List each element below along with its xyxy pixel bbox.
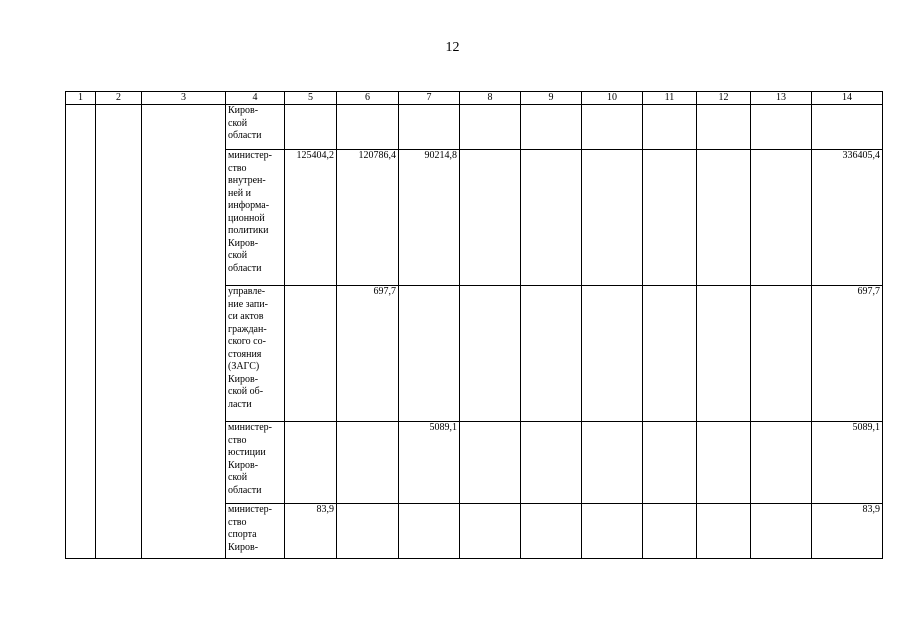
value-cell-total <box>812 105 883 150</box>
value-cell-col8 <box>460 422 521 504</box>
value-cell-col13 <box>751 504 812 559</box>
value-cell-col13 <box>751 150 812 286</box>
cell-col3 <box>142 105 226 559</box>
value-cell-col6 <box>337 504 399 559</box>
value-cell-col10 <box>582 150 643 286</box>
value-cell-col8 <box>460 105 521 150</box>
value-cell-total: 336405,4 <box>812 150 883 286</box>
column-header: 12 <box>697 92 751 105</box>
column-header: 1 <box>66 92 96 105</box>
value-cell-col5 <box>285 422 337 504</box>
value-cell-col6 <box>337 422 399 504</box>
value-cell-col9 <box>521 105 582 150</box>
value-cell-col5: 125404,2 <box>285 150 337 286</box>
value-cell-col12 <box>697 422 751 504</box>
organization-cell: министер- ство внутрен- ней и информа- ционной политики Киров- ской области <box>226 150 285 286</box>
column-header: 11 <box>643 92 697 105</box>
value-cell-total: 5089,1 <box>812 422 883 504</box>
value-cell-col6: 120786,4 <box>337 150 399 286</box>
column-header: 7 <box>399 92 460 105</box>
value-cell-col12 <box>697 150 751 286</box>
organization-cell: управле- ние запи- си актов граждан- ского со- стояния (ЗАГС) Киров- ской об- ласти <box>226 286 285 422</box>
column-header: 14 <box>812 92 883 105</box>
table-row <box>66 105 883 150</box>
column-header: 10 <box>582 92 643 105</box>
value-cell-col13 <box>751 422 812 504</box>
organization-cell: министер- ство юстиции Киров- ской области <box>226 422 285 504</box>
value-cell-col11 <box>643 286 697 422</box>
organization-cell: министер- ство спорта Киров- <box>226 504 285 559</box>
column-header: 13 <box>751 92 812 105</box>
value-cell-col10 <box>582 504 643 559</box>
value-cell-col7: 5089,1 <box>399 422 460 504</box>
value-cell-col9 <box>521 150 582 286</box>
value-cell-total: 83,9 <box>812 504 883 559</box>
cell-col2 <box>96 105 142 559</box>
value-cell-col7 <box>399 504 460 559</box>
value-cell-col8 <box>460 286 521 422</box>
value-cell-col7 <box>399 105 460 150</box>
column-header: 5 <box>285 92 337 105</box>
value-cell-col7 <box>399 286 460 422</box>
cell-col1 <box>66 105 96 559</box>
value-cell-col6: 697,7 <box>337 286 399 422</box>
value-cell-col7: 90214,8 <box>399 150 460 286</box>
value-cell-col8 <box>460 150 521 286</box>
value-cell-total: 697,7 <box>812 286 883 422</box>
value-cell-col5 <box>285 105 337 150</box>
value-cell-col5: 83,9 <box>285 504 337 559</box>
column-header: 8 <box>460 92 521 105</box>
value-cell-col8 <box>460 504 521 559</box>
value-cell-col11 <box>643 504 697 559</box>
column-header: 4 <box>226 92 285 105</box>
value-cell-col11 <box>643 422 697 504</box>
value-cell-col5 <box>285 286 337 422</box>
budget-table <box>65 91 883 559</box>
value-cell-col13 <box>751 105 812 150</box>
value-cell-col12 <box>697 105 751 150</box>
organization-cell: Киров- ской области <box>226 105 285 150</box>
value-cell-col12 <box>697 286 751 422</box>
value-cell-col11 <box>643 150 697 286</box>
value-cell-col12 <box>697 504 751 559</box>
value-cell-col9 <box>521 504 582 559</box>
value-cell-col9 <box>521 422 582 504</box>
value-cell-col9 <box>521 286 582 422</box>
header-row <box>66 92 883 105</box>
value-cell-col11 <box>643 105 697 150</box>
column-header: 9 <box>521 92 582 105</box>
value-cell-col13 <box>751 286 812 422</box>
value-cell-col10 <box>582 105 643 150</box>
column-header: 2 <box>96 92 142 105</box>
column-header: 3 <box>142 92 226 105</box>
value-cell-col10 <box>582 422 643 504</box>
value-cell-col6 <box>337 105 399 150</box>
page-number: 12 <box>445 40 460 55</box>
column-header: 6 <box>337 92 399 105</box>
value-cell-col10 <box>582 286 643 422</box>
